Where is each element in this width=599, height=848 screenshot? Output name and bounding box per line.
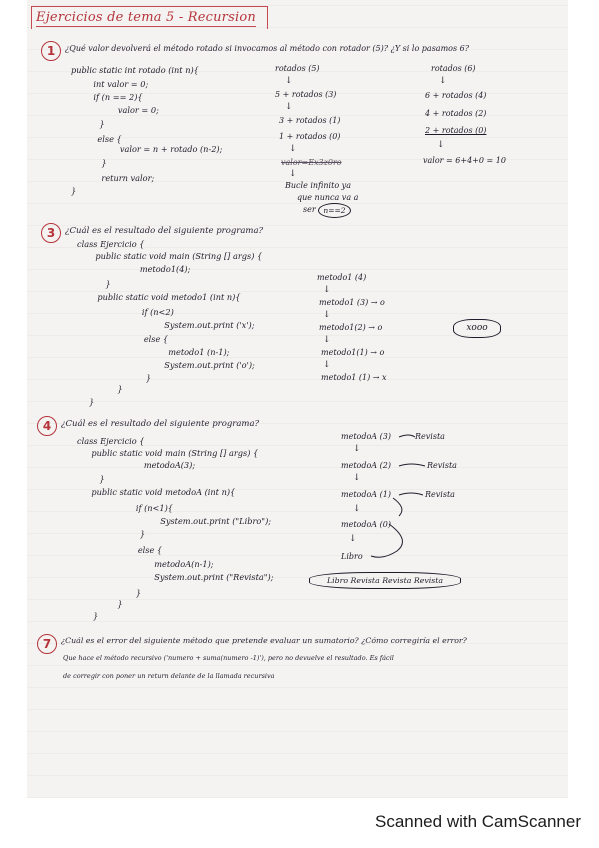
trace-label: Revista bbox=[425, 490, 455, 499]
code-line: int valor = 0; bbox=[83, 79, 149, 89]
question-3-text: ¿Cuál es el resultado del siguiente programa? bbox=[65, 226, 264, 236]
code-line: } bbox=[91, 158, 107, 168]
result-cloud: xooo bbox=[453, 319, 501, 338]
code-line: } bbox=[107, 599, 123, 609]
arrow-down-icon: ↓ bbox=[323, 310, 331, 320]
trace-line: metodoA (3) bbox=[341, 432, 391, 441]
code-line: } bbox=[93, 611, 99, 621]
arrow-down-icon: ↓ bbox=[289, 144, 297, 154]
code-line: } bbox=[115, 588, 142, 598]
hand-drawn-arrows bbox=[27, 0, 568, 798]
code-line: } bbox=[89, 119, 105, 129]
code-line: } bbox=[95, 279, 111, 289]
trace-line: metodoA (1) bbox=[341, 490, 391, 499]
question-7-text: ¿Cuál es el error del siguiente método que pretende evaluar un sumatorio? ¿Cómo corregiría el error? bbox=[61, 636, 467, 645]
question-number-1: 1 bbox=[41, 41, 61, 61]
arrow-down-icon: ↓ bbox=[353, 444, 361, 454]
question-number-4: 4 bbox=[37, 416, 57, 436]
code-line: else { bbox=[117, 545, 163, 555]
arrow-down-icon: ↓ bbox=[323, 285, 331, 295]
code-line: valor = n + rotado (n-2); bbox=[99, 144, 223, 154]
code-line: } bbox=[89, 397, 95, 407]
trace-line: metodoA (2) bbox=[341, 461, 391, 470]
return-arrow bbox=[399, 493, 423, 495]
trace-line: metodo1 (1) → x bbox=[321, 373, 387, 382]
condition-oval: n==2 bbox=[318, 203, 351, 218]
code-line: else { bbox=[87, 134, 122, 144]
code-line: metodoA(3); bbox=[123, 460, 196, 470]
trace-line: metodo1(2) → o bbox=[319, 323, 383, 332]
code-line: } bbox=[125, 373, 152, 383]
code-line: metodoA(n-1); bbox=[123, 559, 214, 569]
trace-line: metodo1(1) → o bbox=[321, 348, 385, 357]
return-arrow bbox=[399, 464, 425, 466]
answer-line: de corregir con poner un return delante de la llamada recursiva bbox=[63, 672, 275, 680]
code-line: } bbox=[107, 384, 123, 394]
code-line: public static void metodoA (int n){ bbox=[81, 487, 236, 497]
code-line: class Ejercicio { bbox=[77, 239, 145, 249]
code-line: if (n<2) bbox=[121, 307, 174, 317]
return-arrow bbox=[393, 498, 402, 516]
code-line: System.out.print ("Revista"); bbox=[123, 572, 274, 582]
trace-label: Revista bbox=[415, 432, 445, 441]
question-4-text: ¿Cuál es el resultado del siguiente programa? bbox=[61, 419, 260, 429]
code-line: return valor; bbox=[91, 173, 155, 183]
trace-label: Revista bbox=[427, 461, 457, 470]
scanned-page bbox=[27, 0, 568, 798]
code-line: public static int rotado (int n){ bbox=[71, 65, 199, 75]
return-arrow bbox=[399, 435, 415, 437]
arrow-down-icon: ↓ bbox=[437, 140, 445, 150]
question-1-text: ¿Qué valor devolverá el método rotado si invocamos al método con rotador (5)? ¿Y si lo pasamos 6? bbox=[65, 44, 469, 53]
code-line: public static void main (String [] args) { bbox=[85, 251, 263, 261]
trace-line: rotados (6) bbox=[431, 64, 476, 73]
arrow-down-icon: ↓ bbox=[285, 76, 293, 86]
code-line: } bbox=[71, 186, 77, 196]
arrow-down-icon: ↓ bbox=[353, 504, 361, 514]
code-line: class Ejercicio { bbox=[77, 436, 145, 446]
trace-line: 2 + rotados (0) bbox=[425, 126, 487, 135]
arrow-down-icon: ↓ bbox=[349, 534, 357, 544]
code-line: System.out.print ("Libro"); bbox=[129, 516, 272, 526]
trace-line: 6 + rotados (4) bbox=[425, 91, 487, 100]
code-line: else { bbox=[123, 334, 169, 344]
trace-line: 4 + rotados (2) bbox=[425, 109, 487, 118]
question-number-3: 3 bbox=[41, 223, 61, 243]
page-title: Ejercicios de tema 5 - Recursion bbox=[36, 10, 256, 25]
trace-result: valor = 6+4+0 = 10 bbox=[423, 156, 506, 165]
scanned-watermark: Scanned with CamScanner bbox=[374, 812, 581, 831]
code-line: if (n<1){ bbox=[115, 503, 174, 513]
question-number-7: 7 bbox=[37, 634, 57, 654]
trace-line: metodo1 (4) bbox=[317, 273, 367, 282]
code-line: if (n == 2){ bbox=[83, 92, 143, 102]
code-line: System.out.print ('o'); bbox=[133, 360, 255, 370]
trace-line: 1 + rotados (0) bbox=[279, 132, 341, 141]
code-line: public static void metodo1 (int n){ bbox=[87, 292, 241, 302]
trace-note: Bucle infinito ya bbox=[285, 181, 351, 190]
arrow-down-icon: ↓ bbox=[285, 102, 293, 112]
crossed-out-text: valor=Ex3z0ro bbox=[281, 158, 342, 167]
result-cloud: Libro Revista Revista Revista bbox=[309, 572, 461, 589]
code-line: metodo1 (n-1); bbox=[137, 347, 230, 357]
trace-line: metodo1 (3) → o bbox=[319, 298, 385, 307]
trace-line: rotados (5) bbox=[275, 64, 320, 73]
trace-line: 3 + rotados (1) bbox=[279, 116, 341, 125]
trace-note: que nunca va a bbox=[297, 193, 359, 202]
arrow-down-icon: ↓ bbox=[289, 169, 297, 179]
answer-line: Que hace el método recursivo ('numero + suma(numero -1)'), pero no devuelve el resultado. Es fácil bbox=[63, 654, 394, 662]
trace-line: metodoA (0) bbox=[341, 520, 391, 529]
code-line: System.out.print ('x'); bbox=[133, 320, 255, 330]
arrow-down-icon: ↓ bbox=[439, 76, 447, 86]
trace-line: 5 + rotados (3) bbox=[275, 90, 337, 99]
arrow-down-icon: ↓ bbox=[353, 473, 361, 483]
trace-line: Libro bbox=[341, 552, 363, 561]
code-line: } bbox=[89, 474, 105, 484]
arrow-down-icon: ↓ bbox=[323, 335, 331, 345]
trace-note: ser bbox=[303, 205, 316, 214]
code-line: } bbox=[119, 529, 146, 539]
arrow-down-icon: ↓ bbox=[323, 360, 331, 370]
code-line: metodo1(4); bbox=[119, 264, 191, 274]
code-line: valor = 0; bbox=[97, 105, 159, 115]
code-line: public static void main (String [] args) { bbox=[81, 448, 259, 458]
return-arrow bbox=[371, 524, 402, 557]
